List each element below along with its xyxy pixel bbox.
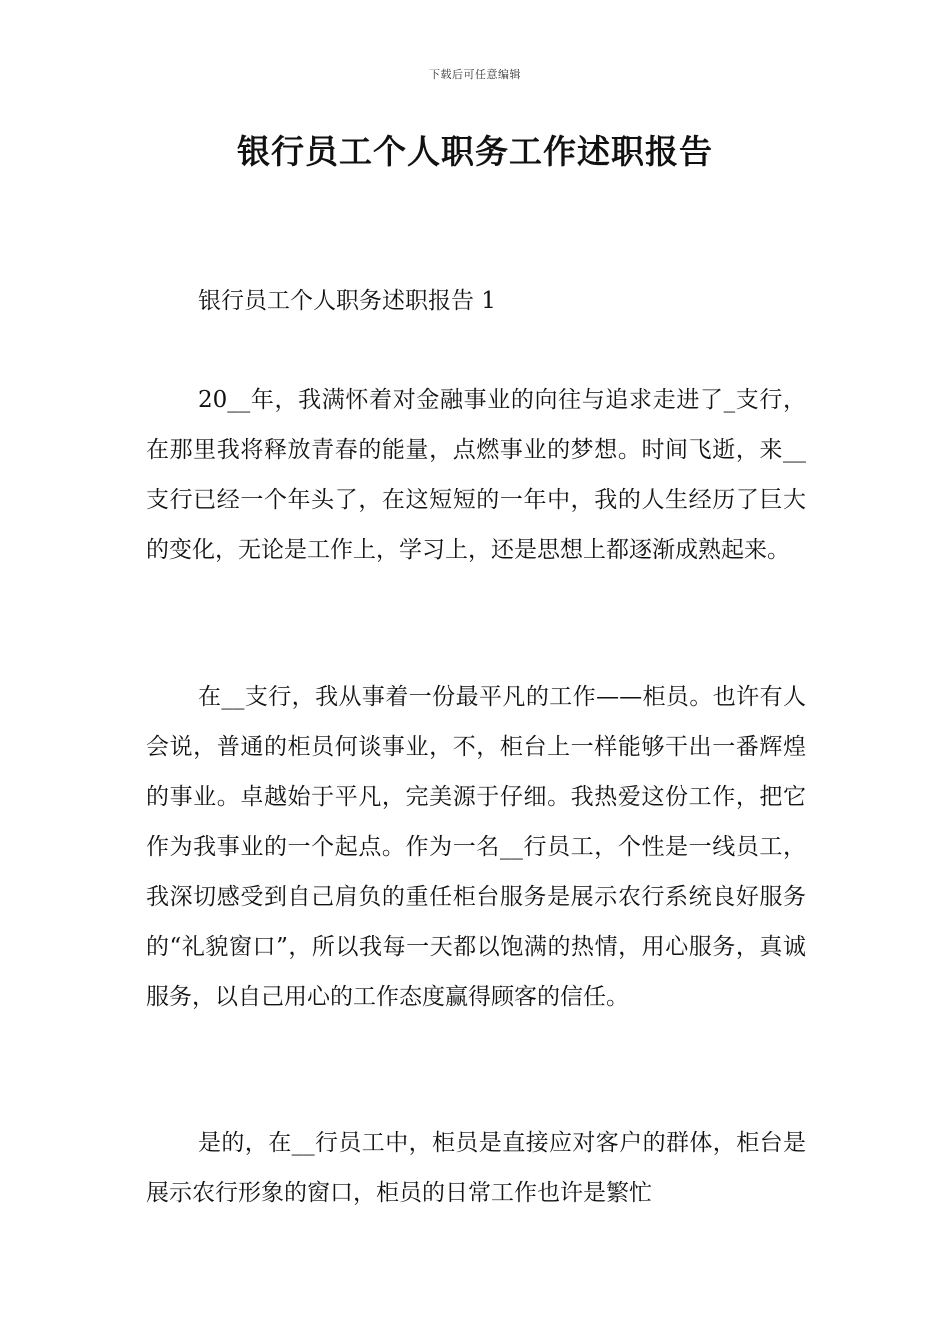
paragraph-2-block (146, 672, 806, 1022)
paragraph: 20__年，我满怀着对金融事业的向往与追求走进了_支行，在那里我将释放青春的能量，点燃事业的梦想。时间飞逝，来__支行已经一个年头了，在这短短的一年中，我的人生经历了巨大的变化，无论是工作上，学习上，还是思想上都逐渐成熟起来。 (146, 387, 806, 563)
header-note: 下载后可任意编辑 (429, 68, 521, 81)
paragraph-1-block (146, 375, 806, 575)
paragraph: 在__支行，我从事着一份最平凡的工作——柜员。也许有人会说，普通的柜员何谈事业，不，柜台上一样能够干出一番辉煌的事业。卓越始于平凡，完美源于仔细。我热爱这份工作，把它作为我事业的一个起点。作为一名__行员工，个性是一线员工，我深切感受到自己肩负的重任柜台服务是展示农行系统良好服务的“礼貌窗口”，所以我每一天都以饱满的热情，用心服务，真诚服务，以自己用心的工作态度赢得顾客的信任。 (146, 684, 806, 1010)
section-subtitle: 银行员工个人职务述职报告 1 (198, 288, 496, 314)
paragraph: 是的，在__行员工中，柜员是直接应对客户的群体，柜台是展示农行形象的窗口，柜员的日常工作也许是繁忙 (146, 1130, 806, 1206)
document-title: 银行员工个人职务工作述职报告 (237, 132, 713, 171)
paragraph-3-block (146, 1118, 806, 1218)
